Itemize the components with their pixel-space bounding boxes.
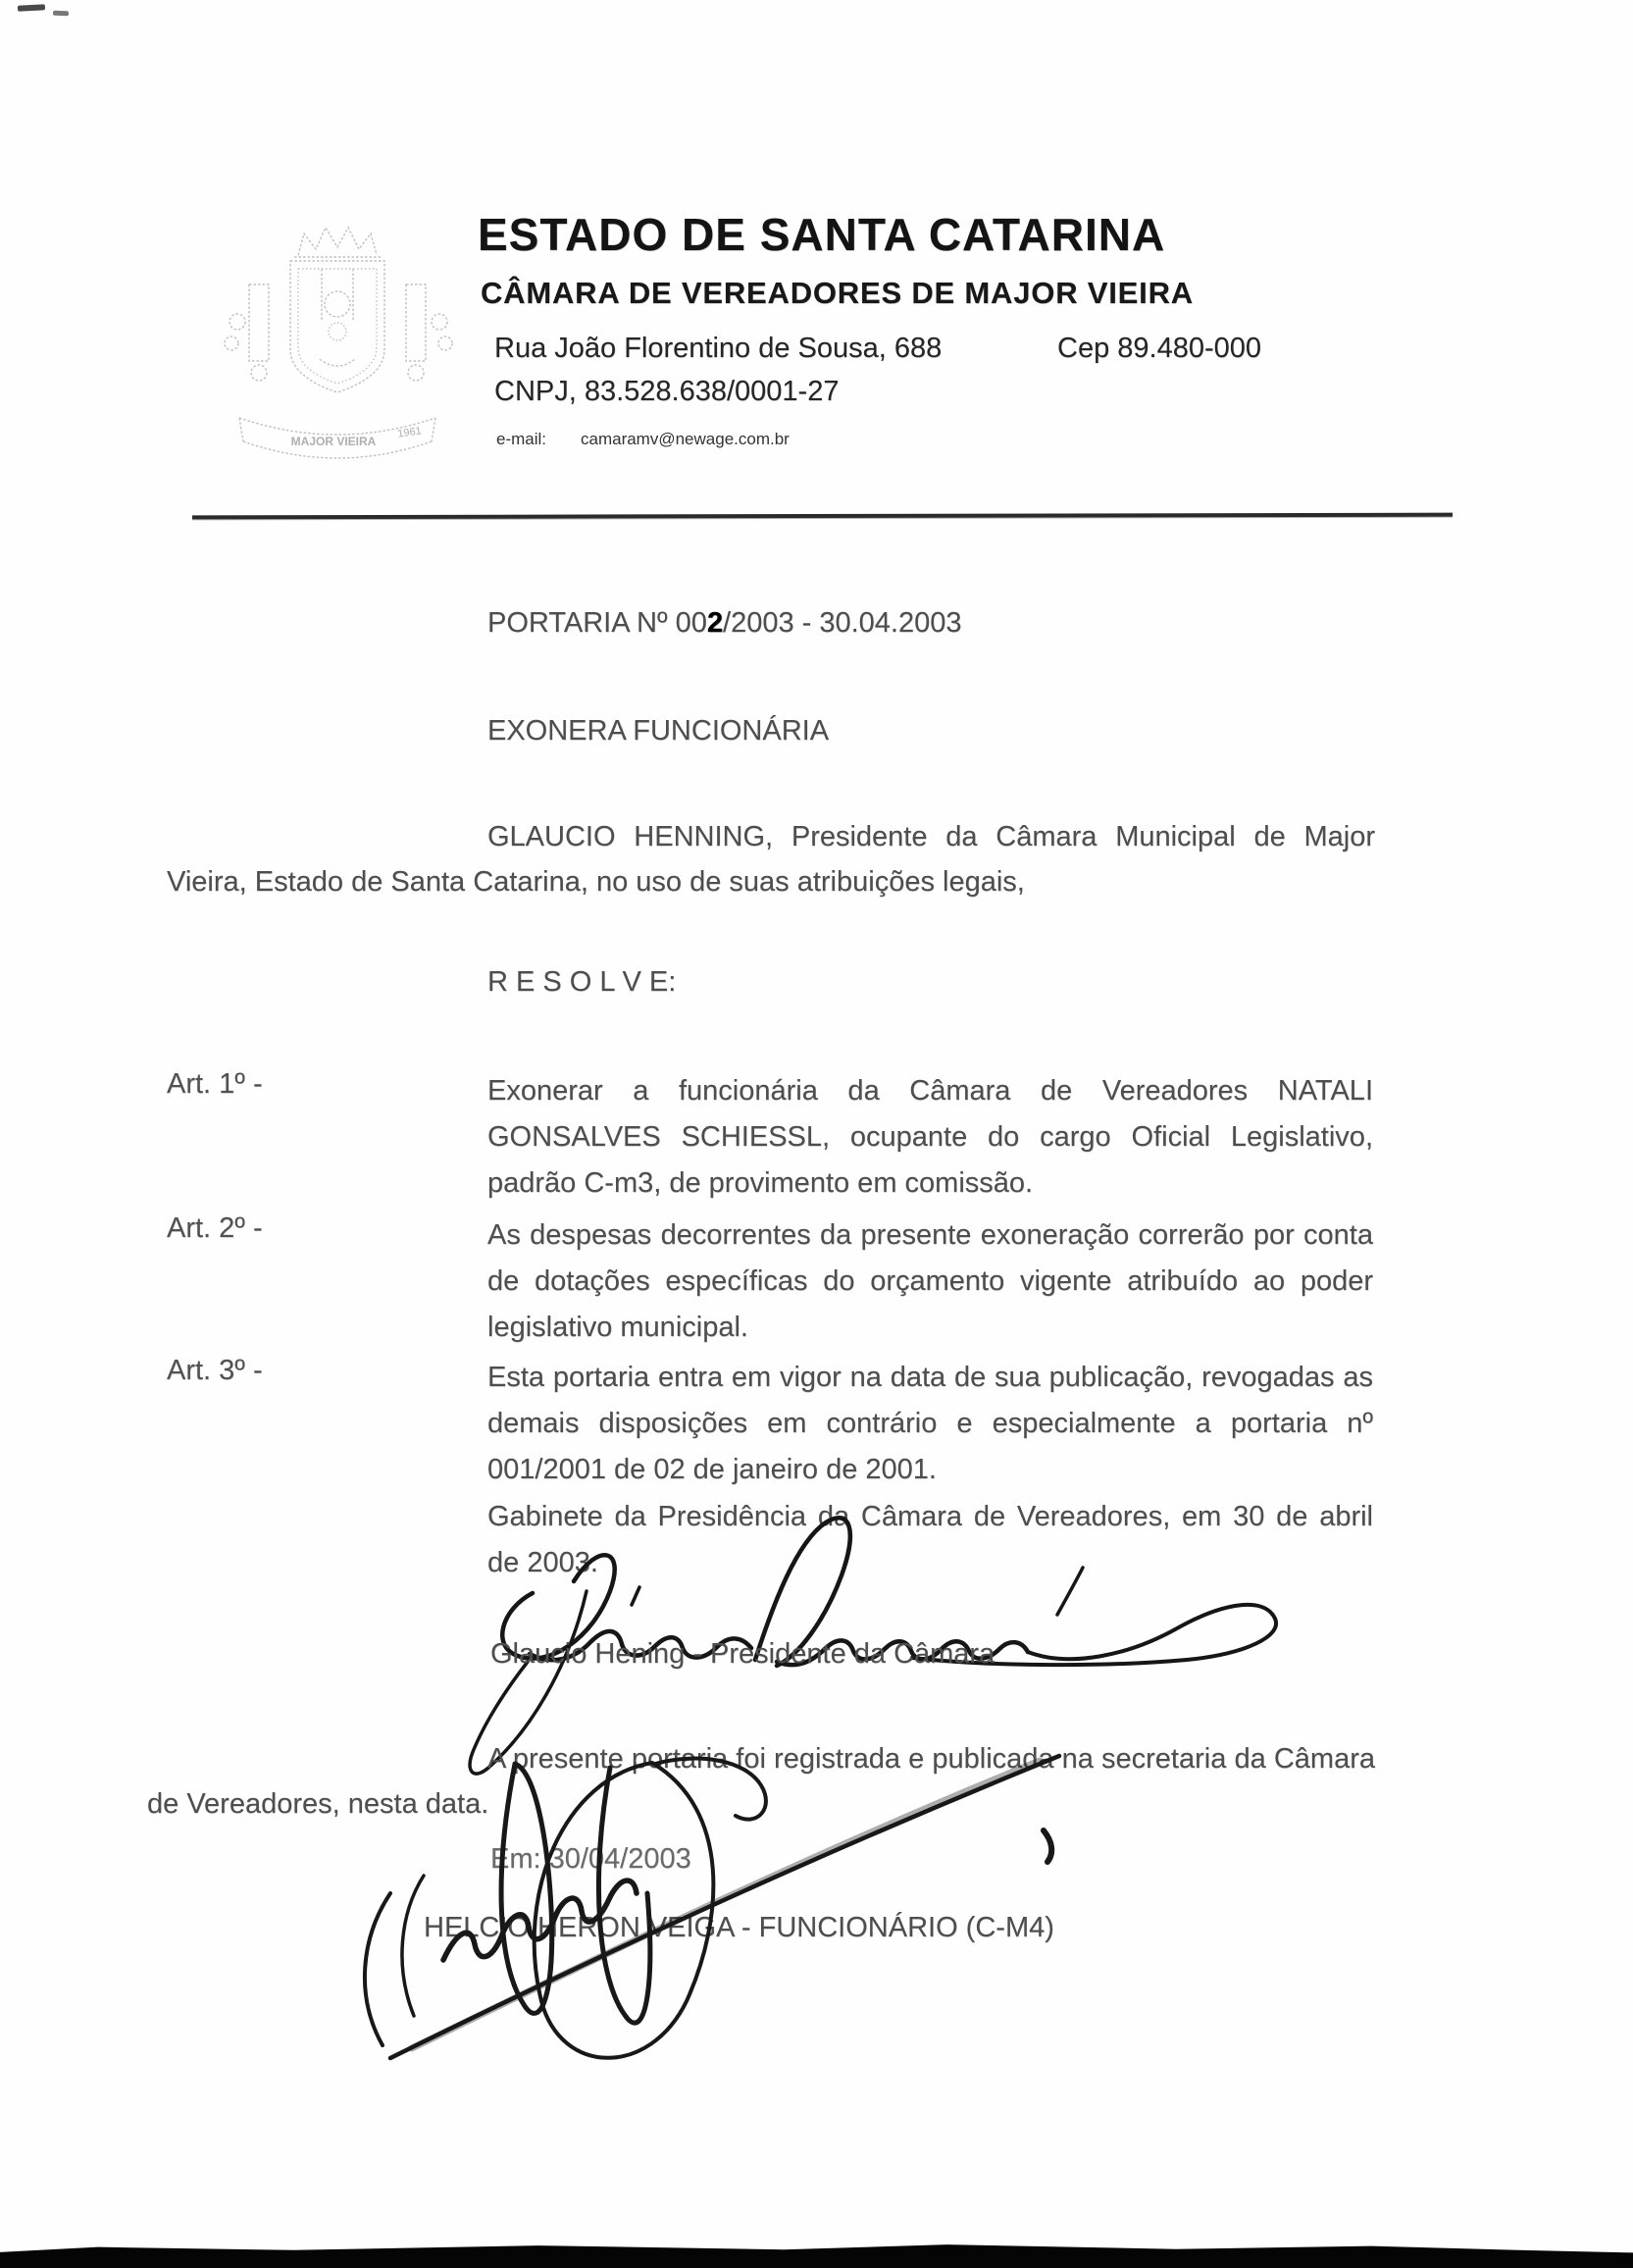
municipal-coat-of-arms [188,194,483,489]
clerk-signature-caption: HELCIO HERON VEIGA - FUNCIONÁRIO (C-M4) [424,1912,1054,1943]
portaria-number-bold-digit: 2 [706,607,724,639]
letterhead-email-label: e-mail: [496,430,547,448]
article-2-text: As despesas decorrentes da presente exoneração correrão por conta de dotações específicas do orçamento vigente atribuído ao poder legislativo municipal. [487,1219,1373,1343]
article-1-text: Exonerar a funcionária da Câmara de Vereadores NATALI GONSALVES SCHIESSL, ocupante do cargo Oficial Legislativo, padrão C-m3, de provimento em comissão. [487,1075,1373,1199]
registration-date: Em: 30/04/2003 [490,1843,691,1875]
closing-paragraph: Gabinete da Presidência da Câmara de Vereadores, em 30 de abril de 2003. [487,1501,1373,1578]
letterhead-org-name: CÂMARA DE VEREADORES DE MAJOR VIEIRA [481,276,1194,310]
president-signature-caption: Glaucio Hening - Presidente da Câmara [490,1638,995,1670]
letterhead-email-value: camaramv@newage.com.br [581,430,790,448]
article-1-label: Art. 1º - [167,1068,263,1100]
portaria-number-prefix: PORTARIA Nº 00 [487,607,707,639]
article-2-label: Art. 2º - [167,1212,263,1244]
portaria-subject: EXONERA FUNCIONÁRIA [487,715,830,747]
crest-banner-year: 1961 [396,425,423,440]
portaria-number-line [487,600,962,645]
scan-speck [53,11,69,17]
letterhead-state-title: ESTADO DE SANTA CATARINA [478,209,1166,260]
portaria-number-suffix: /2003 - 30.04.2003 [723,607,962,639]
preamble-paragraph: GLAUCIO HENNING, Presidente da Câmara Municipal de Major Vieira, Estado de Santa Catarina, no uso de suas atribuições legais, [167,821,1375,898]
article-3-text: Esta portaria entra em vigor na data de sua publicação, revogadas as demais disposições em contrário e especialmente a portaria nº 001/2001 de 02 de janeiro de 2001. [487,1362,1373,1485]
header-divider [192,513,1453,520]
article-3-label: Art. 3º - [167,1355,263,1386]
resolve-heading: R E S O L V E: [487,966,677,998]
scan-speck [18,4,45,11]
crest-banner-name: MAJOR VIEIRA [290,435,377,448]
letterhead-street-address: Rua João Florentino de Sousa, 688 [494,333,943,364]
scan-edge-artifact [0,2242,1633,2268]
letterhead-cnpj: CNPJ, 83.528.638/0001-27 [494,376,840,407]
registration-paragraph: A presente portaria foi registrada e publicada na secretaria da Câmara de Vereadores, nesta data. [147,1743,1375,1820]
letterhead-cep: Cep 89.480-000 [1057,333,1261,364]
